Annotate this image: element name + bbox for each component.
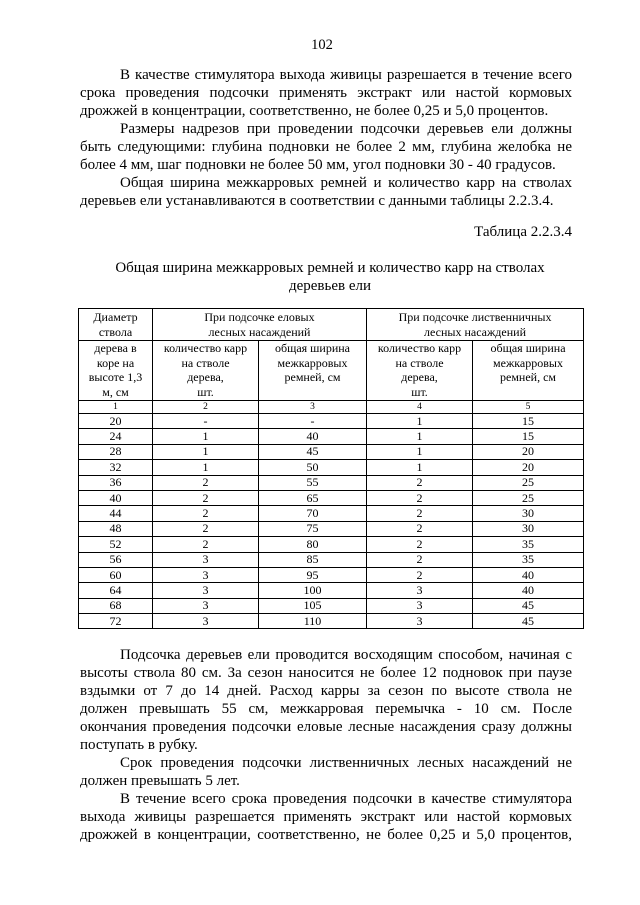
table-header-row bbox=[79, 309, 584, 341]
cell-spruce-carr-count: 2 bbox=[153, 475, 259, 490]
cell-larch-strip-width: 40 bbox=[473, 583, 584, 598]
paragraph-line: должен превышать 55 см, межкарровая перемычка - 10 см. После bbox=[80, 701, 572, 717]
table-row bbox=[79, 537, 584, 552]
header-line: м, см bbox=[102, 384, 129, 399]
top-text bbox=[80, 66, 572, 210]
header-line: При подсочке лиственничных bbox=[398, 310, 552, 324]
table-row bbox=[79, 490, 584, 505]
cell-larch-strip-width: 20 bbox=[473, 460, 584, 475]
cell-spruce-strip-width: 50 bbox=[259, 460, 367, 475]
header-line: лесных насаждений bbox=[424, 324, 526, 339]
cell-larch-strip-width: 20 bbox=[473, 444, 584, 459]
header-larch-strip-width bbox=[473, 341, 584, 401]
header-line: дерева в bbox=[94, 341, 137, 355]
header-line: ремней, см bbox=[500, 370, 557, 385]
data-table bbox=[78, 308, 584, 629]
cell-diameter: 24 bbox=[79, 429, 153, 444]
table-title bbox=[84, 259, 576, 295]
table-title-line: Общая ширина межкарровых ремней и количество карр на стволах bbox=[115, 260, 545, 276]
paragraph-line: дрожжей в концентрации, соответственно, не более 0,25 и 5,0 процентов. bbox=[80, 103, 549, 119]
cell-diameter: 60 bbox=[79, 567, 153, 582]
paragraph-table-reference bbox=[80, 174, 572, 210]
paragraph-line: окончания проведения подсочки еловые лесные насаждения сразу должны bbox=[80, 719, 572, 735]
cell-diameter: 44 bbox=[79, 506, 153, 521]
cell-larch-carr-count: 2 bbox=[367, 521, 473, 536]
column-number: 5 bbox=[473, 401, 584, 414]
cell-diameter: 68 bbox=[79, 598, 153, 613]
cell-larch-carr-count: 3 bbox=[367, 598, 473, 613]
column-number: 2 bbox=[153, 401, 259, 414]
cell-diameter: 64 bbox=[79, 583, 153, 598]
header-line: шт. bbox=[197, 384, 214, 399]
cell-larch-strip-width: 25 bbox=[473, 475, 584, 490]
cell-larch-carr-count: 3 bbox=[367, 583, 473, 598]
paragraph-line: высоты ствола 80 см. За сезон наносится не более 12 подновок при паузе bbox=[80, 665, 572, 681]
paragraph-larch-term bbox=[80, 754, 572, 790]
cell-spruce-carr-count: 1 bbox=[153, 460, 259, 475]
header-line: межкарровых bbox=[277, 355, 348, 370]
cell-larch-carr-count: 3 bbox=[367, 614, 473, 629]
header-spruce-strip-width bbox=[259, 341, 367, 401]
cell-spruce-carr-count: 2 bbox=[153, 490, 259, 505]
paragraph-line: выхода живицы разрешается применять экстракт или настой кормовых bbox=[80, 809, 572, 825]
paragraph-line: Размеры надрезов при проведении подсочки деревьев ели должны bbox=[120, 121, 572, 137]
table-number-label: Таблица 2.2.3.4 bbox=[474, 224, 572, 240]
cell-spruce-strip-width: - bbox=[259, 414, 367, 429]
cell-spruce-strip-width: 85 bbox=[259, 552, 367, 567]
page-number: 102 bbox=[311, 37, 333, 53]
paragraph-line: Общая ширина межкарровых ремней и количество карр на стволах bbox=[120, 175, 572, 191]
header-line: Диаметр bbox=[93, 310, 138, 324]
cell-larch-strip-width: 45 bbox=[473, 614, 584, 629]
cell-spruce-carr-count: 2 bbox=[153, 506, 259, 521]
cell-spruce-strip-width: 80 bbox=[259, 537, 367, 552]
cell-diameter: 20 bbox=[79, 414, 153, 429]
header-line: количество карр bbox=[377, 341, 462, 355]
cell-larch-strip-width: 15 bbox=[473, 414, 584, 429]
header-line: общая ширина bbox=[490, 341, 566, 355]
column-number: 3 bbox=[259, 401, 367, 414]
table-row bbox=[79, 567, 584, 582]
table-row bbox=[79, 614, 584, 629]
cell-diameter: 32 bbox=[79, 460, 153, 475]
cell-spruce-carr-count: 3 bbox=[153, 614, 259, 629]
column-number-row bbox=[79, 401, 584, 414]
header-line: межкарровых bbox=[493, 355, 563, 370]
table-subheader-row bbox=[79, 341, 584, 401]
cell-spruce-strip-width: 70 bbox=[259, 506, 367, 521]
header-line: общая ширина bbox=[274, 341, 351, 355]
header-line: на стволе bbox=[395, 355, 444, 370]
table-row bbox=[79, 552, 584, 567]
cell-spruce-strip-width: 65 bbox=[259, 490, 367, 505]
cell-larch-strip-width: 35 bbox=[473, 537, 584, 552]
header-line: ремней, см bbox=[284, 370, 341, 385]
paragraph-line: В течение всего срока проведения подсочки в качестве стимулятора bbox=[120, 791, 572, 807]
table-row bbox=[79, 583, 584, 598]
cell-larch-carr-count: 2 bbox=[367, 552, 473, 567]
table-row bbox=[79, 444, 584, 459]
table-row bbox=[79, 598, 584, 613]
cell-larch-carr-count: 1 bbox=[367, 414, 473, 429]
paragraph-line: деревьев ели устанавливаются в соответствии с данными таблицы 2.2.3.4. bbox=[80, 193, 554, 209]
header-line: дерева, bbox=[401, 370, 438, 385]
cell-spruce-strip-width: 100 bbox=[259, 583, 367, 598]
paragraph-line: Подсочка деревьев ели проводится восходящим способом, начиная с bbox=[120, 647, 572, 663]
paragraph-line: В качестве стимулятора выхода живицы разрешается в течение всего bbox=[120, 67, 572, 83]
column-number: 4 bbox=[367, 401, 473, 414]
cell-larch-carr-count: 1 bbox=[367, 429, 473, 444]
paragraph-larch-stimulator bbox=[80, 790, 572, 844]
table-row bbox=[79, 414, 584, 429]
cell-larch-carr-count: 1 bbox=[367, 444, 473, 459]
cell-spruce-strip-width: 45 bbox=[259, 444, 367, 459]
header-line: количество карр bbox=[163, 341, 248, 355]
cell-larch-carr-count: 2 bbox=[367, 506, 473, 521]
cell-diameter: 72 bbox=[79, 614, 153, 629]
cell-larch-carr-count: 1 bbox=[367, 460, 473, 475]
cell-larch-carr-count: 2 bbox=[367, 567, 473, 582]
cell-spruce-strip-width: 75 bbox=[259, 521, 367, 536]
cell-spruce-strip-width: 55 bbox=[259, 475, 367, 490]
cell-spruce-carr-count: 2 bbox=[153, 521, 259, 536]
cell-diameter: 28 bbox=[79, 444, 153, 459]
cell-larch-strip-width: 25 bbox=[473, 490, 584, 505]
header-line: коре на bbox=[96, 355, 135, 370]
header-line: ствола bbox=[98, 324, 133, 339]
paragraph-line: более 4 мм, шаг подновки не более 50 мм, угол подновки 30 - 40 градусов. bbox=[80, 157, 556, 173]
cell-spruce-strip-width: 110 bbox=[259, 614, 367, 629]
header-diameter-top bbox=[79, 309, 153, 341]
cell-spruce-carr-count: 2 bbox=[153, 537, 259, 552]
paragraph-line: должен превышать 5 лет. bbox=[80, 773, 240, 789]
paragraph-stimulator bbox=[80, 66, 572, 120]
paragraph-line: вздымки от 7 до 14 дней. Расход карры за сезон по высоте ствола не bbox=[80, 683, 572, 699]
cell-spruce-strip-width: 95 bbox=[259, 567, 367, 582]
cell-larch-strip-width: 30 bbox=[473, 521, 584, 536]
paragraph-line: дрожжей в концентрации, соответственно, не более 0,25 и 5,0 процентов, bbox=[80, 827, 572, 843]
cell-diameter: 48 bbox=[79, 521, 153, 536]
header-larch-group bbox=[367, 309, 584, 341]
cell-diameter: 36 bbox=[79, 475, 153, 490]
table-row bbox=[79, 475, 584, 490]
cell-diameter: 40 bbox=[79, 490, 153, 505]
header-line: дерева, bbox=[187, 370, 224, 385]
cell-larch-strip-width: 30 bbox=[473, 506, 584, 521]
cell-spruce-carr-count: 3 bbox=[153, 552, 259, 567]
cell-larch-strip-width: 35 bbox=[473, 552, 584, 567]
cell-larch-strip-width: 15 bbox=[473, 429, 584, 444]
cell-spruce-carr-count: 3 bbox=[153, 567, 259, 582]
header-line: При подсочке еловых bbox=[204, 310, 315, 324]
header-larch-carr-count bbox=[367, 341, 473, 401]
table-row bbox=[79, 460, 584, 475]
header-line: шт. bbox=[411, 384, 428, 399]
cell-larch-strip-width: 45 bbox=[473, 598, 584, 613]
header-spruce-carr-count bbox=[153, 341, 259, 401]
paragraph-line: поступать в рубку. bbox=[80, 737, 198, 753]
header-line: высоте 1,3 bbox=[88, 370, 143, 385]
cell-diameter: 56 bbox=[79, 552, 153, 567]
header-line: лесных насаждений bbox=[208, 324, 311, 339]
cell-spruce-strip-width: 105 bbox=[259, 598, 367, 613]
cell-larch-carr-count: 2 bbox=[367, 475, 473, 490]
cell-spruce-carr-count: 3 bbox=[153, 583, 259, 598]
paragraph-line: срока проведения подсочки применять экстракт или настой кормовых bbox=[80, 85, 572, 101]
cell-larch-carr-count: 2 bbox=[367, 490, 473, 505]
cell-spruce-strip-width: 40 bbox=[259, 429, 367, 444]
table-title-line: деревьев ели bbox=[288, 278, 372, 294]
cell-spruce-carr-count: 1 bbox=[153, 429, 259, 444]
header-line: на стволе bbox=[181, 355, 230, 370]
cell-larch-carr-count: 2 bbox=[367, 537, 473, 552]
column-number: 1 bbox=[79, 401, 153, 414]
table-row bbox=[79, 521, 584, 536]
header-spruce-group bbox=[153, 309, 367, 341]
cell-larch-strip-width: 40 bbox=[473, 567, 584, 582]
cell-spruce-carr-count: - bbox=[153, 414, 259, 429]
paragraph-line: Срок проведения подсочки лиственничных лесных насаждений не bbox=[120, 755, 572, 771]
table-row bbox=[79, 429, 584, 444]
bottom-text bbox=[80, 646, 572, 844]
paragraph-cut-sizes bbox=[80, 120, 572, 174]
paragraph-tapping-method bbox=[80, 646, 572, 754]
paragraph-line: быть следующими: глубина подновки не более 2 мм, глубина желобка не bbox=[80, 139, 572, 155]
table-row bbox=[79, 506, 584, 521]
cell-spruce-carr-count: 3 bbox=[153, 598, 259, 613]
header-diameter-bottom bbox=[79, 341, 153, 401]
cell-spruce-carr-count: 1 bbox=[153, 444, 259, 459]
cell-diameter: 52 bbox=[79, 537, 153, 552]
